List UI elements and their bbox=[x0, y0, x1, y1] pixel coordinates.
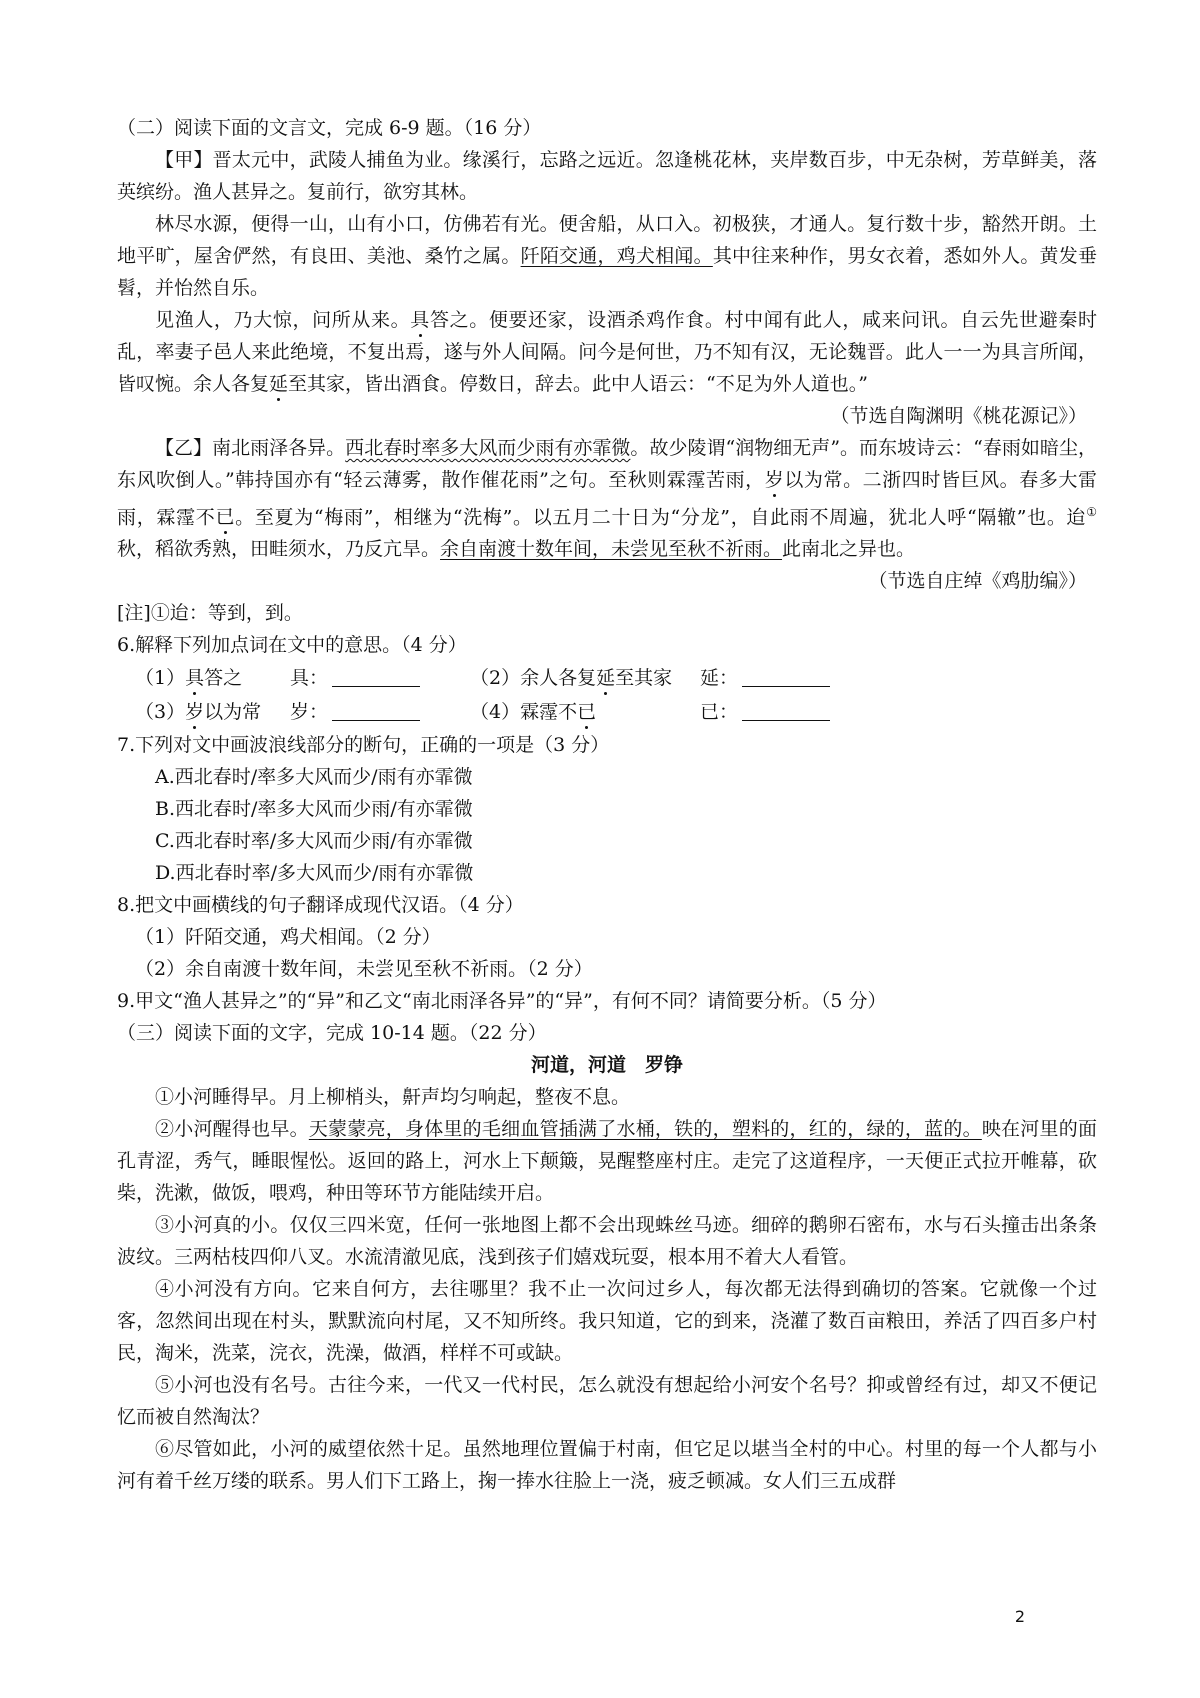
story-p4: ④小河没有方向。它来自何方，去往哪里？我不止一次问过乡人，每次都无法得到确切的答案。它就像一个过客，忽然间出现在村头，默默流向村尾，又不知所终。我只知道，它的到来，浇灌了数百亩粮田，养活了四百多户村民，淘米，洗菜，浣衣，洗澡，做酒，样样不可或缺。 bbox=[117, 1278, 1097, 1365]
passage-jia-p3: 见渔人，乃大惊，问所从来。具答之。便要还家，设酒杀鸡作食。村中闻有此人，咸来问讯。自云先世避秦时乱，率妻子邑人来此绝境，不复出焉，遂与外人间隔。问今是何世，乃不知有汉，无论魏晋。此人一一为具言所闻，皆叹惋。余人各复延至其家，皆出酒食。停数日，辞去。此中人语云：“不足为外人道也。” bbox=[117, 309, 1097, 395]
page-number: 2 bbox=[1014, 1607, 1025, 1626]
passage-jia-p1: 【甲】晋太元中，武陵人捕鱼为业。缘溪行，忘路之远近。忽逢桃花林，夹岸数百步，中无杂树，芳草鲜美，落英缤纷。渔人甚异之。复前行，欲穷其林。 bbox=[117, 149, 1097, 203]
underlined-sentence-yi: 余自南渡十数年间，未尝见至秋不祈雨。 bbox=[440, 538, 783, 561]
answer-blank[interactable] bbox=[742, 668, 830, 687]
footnote: [注]①迨：等到，到。 bbox=[117, 602, 303, 625]
source-yi: （节选自庄绰《鸡肋编》） bbox=[868, 570, 1087, 593]
section2-header: （二）阅读下面的文言文，完成 6-9 题。（16 分） bbox=[117, 117, 542, 139]
question-7-option-d: D.西北春时率/多大风而少/雨有亦霏微 bbox=[155, 862, 474, 885]
story-p3: ③小河真的小。仅仅三四米宽，任何一张地图上都不会出现蛛丝马迹。细碎的鹅卵石密布，水与石头撞击出条条波纹。三两枯枝四仰八叉。水流清澈见底，浅到孩子们嬉戏玩耍，根本用不着大人看管。 bbox=[117, 1214, 1097, 1269]
dotted-word-yi: 已 bbox=[215, 506, 236, 529]
story-p5: ⑤小河也没有名号。古往今来，一代又一代村民，怎么就没有想起给小河安个名号？抑或曾经有过，却又不便记忆而被自然淘汰？ bbox=[117, 1374, 1097, 1429]
underlined-sentence-jia: 阡陌交通，鸡犬相闻。 bbox=[520, 245, 713, 267]
question-7-option-b: B.西北春时/率多大风而少雨/有亦霏微 bbox=[155, 798, 473, 821]
story-p1: ①小河睡得早。月上柳梢头，鼾声均匀响起，整夜不息。 bbox=[155, 1086, 631, 1109]
question-6-row-2: （3）岁以为常 岁： （4）霖霪不已 已： bbox=[117, 695, 1097, 729]
question-9: 9.甲文“渔人甚异之”的“异”和乙文“南北雨泽各异”的“异”，有何不同？请简要分析。（5 分） bbox=[117, 990, 887, 1013]
footnote-mark: ① bbox=[1086, 505, 1097, 519]
dotted-word-sui: 岁 bbox=[764, 469, 785, 491]
dotted-word-yan: 延 bbox=[269, 373, 289, 395]
question-7-option-a: A.西北春时/率多大风而少/雨有亦霏微 bbox=[155, 766, 473, 789]
question-6-title: 6.解释下列加点词在文中的意思。（4 分） bbox=[117, 634, 467, 657]
question-7-title: 7.下列对文中画波浪线部分的断句，正确的一项是（3 分） bbox=[117, 734, 610, 757]
question-7-option-c: C.西北春时率/多大风而少雨/有亦霏微 bbox=[155, 830, 473, 853]
passage-jia-p2: 林尽水源，便得一山，山有小口，仿佛若有光。便舍船，从口入。初极狭，才通人。复行数十步，豁然开朗。土地平旷，屋舍俨然，有良田、美池、桑竹之属。阡陌交通，鸡犬相闻。其中往来种作，男女衣着，悉如外人。黄发垂髫，并怡然自乐。 bbox=[117, 213, 1097, 299]
dotted-word-ju: 具 bbox=[410, 309, 430, 331]
answer-blank[interactable] bbox=[742, 702, 830, 721]
section3-header: （三）阅读下面的文字，完成 10-14 题。（22 分） bbox=[117, 1022, 547, 1045]
story-p2: ②小河醒得也早。天蒙蒙亮，身体里的毛细血管插满了水桶，铁的，塑料的，红的，绿的，蓝的。映在河里的面孔青涩，秀气，睡眼惺忪。返回的路上，河水上下颠簸，晃醒整座村庄。走完了这道程序，一天便正式拉开帷幕，砍柴，洗漱，做饭，喂鸡，种田等环节方能陆续开启。 bbox=[117, 1118, 1097, 1205]
answer-blank[interactable] bbox=[332, 668, 420, 687]
question-6-row-1: （1）具答之 具： （2）余人各复延至其家 延： bbox=[117, 661, 1097, 695]
story-p6: ⑥尽管如此，小河的威望依然十足。虽然地理位置偏于村南，但它足以堪当全村的中心。村里的每一个人都与小河有着千丝万缕的联系。男人们下工路上，掬一捧水往脸上一浇，疲乏顿减。女人们三五成群 bbox=[117, 1438, 1097, 1493]
question-8-title: 8.把文中画横线的句子翻译成现代汉语。（4 分） bbox=[117, 894, 524, 917]
source-jia: （节选自陶渊明《桃花源记》） bbox=[830, 405, 1087, 427]
page-content bbox=[117, 112, 1097, 1497]
question-8-item-2: （2）余自南渡十数年间，未尝见至秋不祈雨。（2 分） bbox=[135, 958, 593, 981]
passage-yi: 【乙】南北雨泽各异。西北春时率多大风而少雨有亦霏微。故少陵谓“润物细无声”。而东坡诗云：“春雨如暗尘，东风吹倒人。”韩持国亦有“轻云薄雾，散作催花雨”之句。至秋则霖霪苦雨，岁以为常。二浙四时皆巨风。春多大雷雨，霖霪不已。至夏为“梅雨”，相继为“洗梅”。以五月二十日为“分龙”，自此雨不周遍，犹北人呼“隔辙”也。迨①秋，稻欲秀熟，田畦须水，乃反亢旱。余自南渡十数年间，未尝见至秋不祈雨。此南北之异也。 bbox=[117, 437, 1097, 561]
underlined-sentence-story: 天蒙蒙亮，身体里的毛细血管插满了水桶，铁的，塑料的，红的，绿的，蓝的。 bbox=[308, 1118, 982, 1141]
question-8-item-1: （1）阡陌交通，鸡犬相闻。（2 分） bbox=[135, 926, 441, 949]
answer-blank[interactable] bbox=[332, 702, 420, 721]
wavy-sentence-yi: 西北春时率多大风而少雨有亦霏微 bbox=[345, 437, 631, 459]
story-title: 河道，河道 罗铮 bbox=[530, 1054, 683, 1077]
